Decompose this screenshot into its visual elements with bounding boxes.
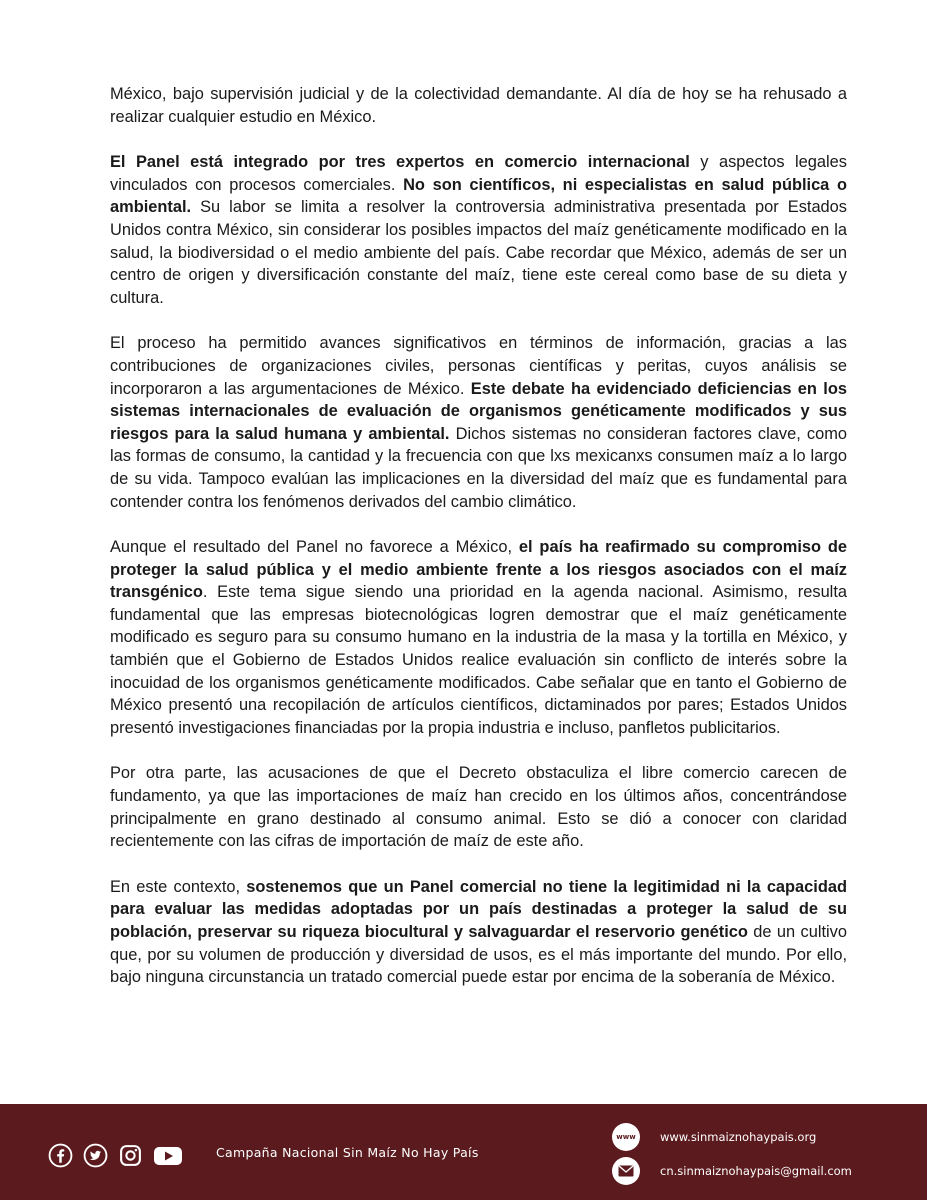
facebook-icon[interactable] — [48, 1143, 73, 1168]
text-run: Por otra parte, las acusaciones de que el Decreto obstaculiza el libre comercio carecen de fundamento, ya que las importaciones de maíz han crecido en los últimos años, concentrándose principalmente en grano destinado al consumo animal. Esto se dió a conocer con claridad recientemente con las cifras de importación de maíz de este año. — [110, 764, 847, 851]
text-run: Aunque el resultado del Panel no favorece a México, — [110, 538, 519, 557]
campaign-name: Campaña Nacional Sin Maíz No Hay País — [216, 1145, 479, 1160]
text-run: Su labor se limita a resolver la controversia administrativa presentada por Estados Unidos contra México, sin considerar los posibles impactos del maíz genéticamente modificado en la salud, la biodiversidad o el medio ambiente del país. Cabe recordar que México, además de ser un centro de origen y diversificación constante del maíz, tiene este cereal como base de su dieta y cultura. — [110, 198, 847, 307]
text-run: El proceso ha permitido avances significativos en términos de información, gracias a las contribuciones de organizaciones civiles, personas científicas y peritas, cuyos análisis se incorporaron a las argumentaciones de México. — [110, 334, 847, 398]
social-links — [48, 1143, 183, 1168]
email-link[interactable]: cn.sinmaiznohaypais@gmail.com — [660, 1164, 852, 1178]
text-run: Dichos sistemas no consideran factores clave, como las formas de consumo, la cantidad y la frecuencia con que lxs mexicanxs consumen maíz a lo largo de su vida. Tampoco evalúan las implicaciones en la diversidad del maíz que es fundamental para contender contra los fenómenos derivados del cambio climático. — [110, 424, 847, 511]
bold-text-run: No son científicos, ni especialistas en salud pública o ambiental. — [110, 175, 847, 217]
bold-text-run: El Panel está integrado por tres expertos en comercio internacional — [110, 153, 690, 172]
document-body — [110, 83, 847, 1012]
instagram-icon[interactable] — [118, 1143, 143, 1168]
twitter-icon[interactable] — [83, 1143, 108, 1168]
text-run: . Este tema sigue siendo una prioridad en la agenda nacional. Asimismo, resulta fundamental que las empresas biotecnológicas logren demostrar que el maíz genéticamente modificado es seguro para su consumo humano en la industria de la masa y la tortilla en México, y también que el Gobierno de Estados Unidos realice evaluación sin conflicto de interés sobre la inocuidad de los organismos genéticamente modificados. Cabe señalar que en tanto el Gobierno de México presentó una recopilación de artículos científicos, dictaminados por pares; Estados Unidos presentó investigaciones financiadas por la propia industria e incluso, panfletos publicitarios. — [110, 583, 847, 737]
text-run: y aspectos legales vinculados con procesos comerciales. — [110, 153, 847, 194]
envelope-icon — [612, 1157, 640, 1185]
bold-text-run: Este debate ha evidenciado deficiencias en los sistemas internacionales de evaluación de organismos genéticamente modificados y sus riesgos para la salud humana y ambiental. — [110, 379, 847, 443]
website-link[interactable]: www.sinmaiznohaypais.org — [660, 1130, 817, 1144]
paragraph — [110, 762, 847, 852]
footer-bar — [0, 1104, 927, 1200]
text-run: de un cultivo que, por su volumen de producción y diversidad de usos, es el más importante del mundo. Por ello, bajo ninguna circunstancia un tratado comercial puede estar por encima de la soberanía de México. — [110, 923, 847, 987]
www-icon: www — [612, 1123, 640, 1151]
paragraph — [110, 536, 847, 739]
website-row[interactable] — [612, 1123, 816, 1151]
youtube-icon[interactable] — [153, 1143, 183, 1168]
text-run: En este contexto, — [110, 877, 247, 896]
email-row[interactable] — [612, 1157, 852, 1185]
bold-text-run: sostenemos que un Panel comercial no tiene la legitimidad ni la capacidad para evaluar las medidas adoptadas por un país destinadas a proteger la salud de su población, preservar su riqueza biocultural y salvaguardar el reservorio genético — [110, 877, 847, 941]
paragraph — [110, 151, 847, 309]
paragraph — [110, 876, 847, 989]
bold-text-run: el país ha reafirmado su compromiso de proteger la salud pública y el medio ambiente frente a los riesgos asociados con el maíz transgénico — [110, 538, 847, 602]
paragraph — [110, 83, 847, 128]
paragraph — [110, 332, 847, 513]
text-run: México, bajo supervisión judicial y de la colectividad demandante. Al día de hoy se ha rehusado a realizar cualquier estudio en México. — [110, 85, 847, 126]
